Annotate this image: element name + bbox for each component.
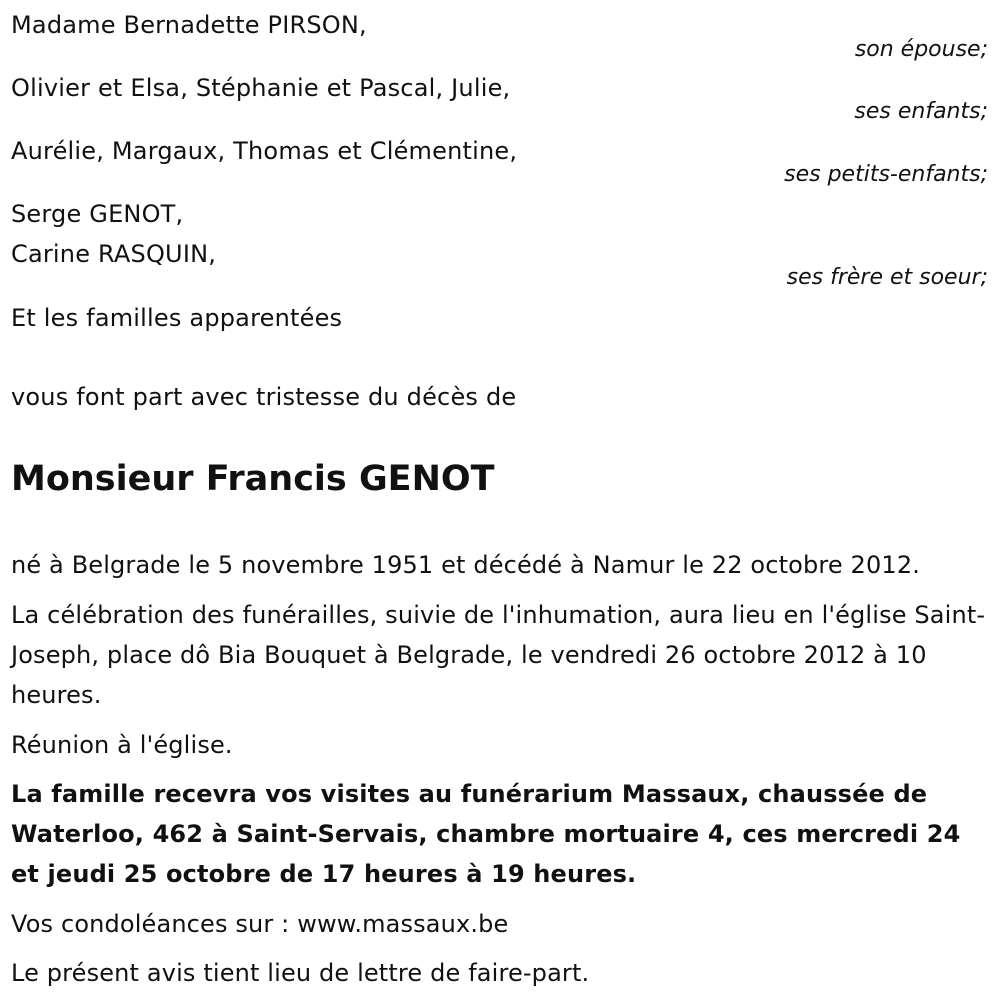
grandchildren-role: ses petits-enfants; <box>784 162 988 187</box>
siblings-role: ses frère et soeur; <box>786 265 988 290</box>
children-role: ses enfants; <box>854 99 988 124</box>
relatives-line: Et les familles apparentées <box>11 304 343 332</box>
sibling-name-1: Serge GENOT, <box>11 200 184 228</box>
grandchildren-names: Aurélie, Margaux, Thomas et Clémentine, <box>11 137 518 165</box>
birth-death-line: né à Belgrade le 5 novembre 1951 et décédé à Namur le 22 octobre 2012. <box>11 551 921 579</box>
spouse-role: son épouse; <box>854 37 988 62</box>
meeting-line: Réunion à l'église. <box>11 731 233 759</box>
intro-line: vous font part avec tristesse du décès de <box>11 383 517 411</box>
spouse-name: Madame Bernadette PIRSON, <box>11 11 367 39</box>
visits-paragraph: La famille recevra vos visites au funérarium Massaux, chaussée de Waterloo, 462 à Saint-Servais, chambre mortuaire 4, ces mercredi 24 et jeudi 25 octobre de 17 heures à 19 heures. <box>11 780 961 888</box>
deceased-name: Monsieur Francis GENOT <box>11 459 495 499</box>
ceremony-paragraph: La célébration des funérailles, suivie de l'inhumation, aura lieu en l'église Saint-Joseph, place dô Bia Bouquet à Belgrade, le vendredi 26 octobre 2012 à 10 heures. <box>11 601 986 709</box>
notice-line: Le présent avis tient lieu de lettre de faire-part. <box>11 959 590 987</box>
children-names: Olivier et Elsa, Stéphanie et Pascal, Julie, <box>11 74 511 102</box>
condolences-line: Vos condoléances sur : www.massaux.be <box>11 910 509 938</box>
sibling-name-2: Carine RASQUIN, <box>11 240 217 268</box>
